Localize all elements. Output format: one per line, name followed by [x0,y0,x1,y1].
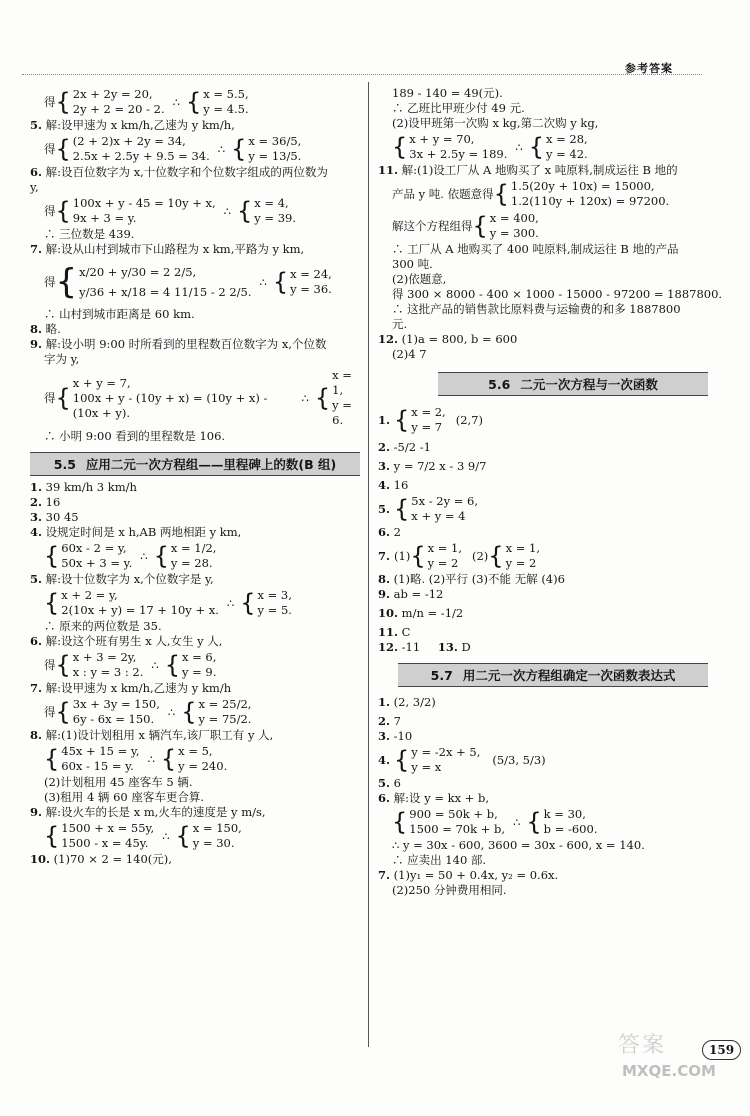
equation: x = 1, [505,541,540,555]
t2-line: 2. 7 [378,714,401,728]
solution: y = 4.5. [203,102,249,116]
right-column [378,86,723,898]
t5-line: 5. 6 [378,776,401,790]
q8-line: 8. 略. [30,322,61,336]
solution: x = 1/2, [170,541,217,555]
q12-line: 12. (1)a = 800, b = 600 [378,332,518,346]
t1-line: 1. (2, 3/2) [378,695,436,709]
equation: 3x + 2.5y = 189. [409,147,508,161]
equation: y = 2 [427,556,459,570]
q11-solution: 解这个方程组得 { x = 400, y = 300. [392,211,539,240]
solution: x = 1, [332,368,352,397]
equation: 3x + 3y = 150, [72,697,160,711]
t7-line: 7. (1)y₁ = 50 + 0.4x, y₂ = 0.6x. [378,868,559,882]
q5-line: 5. 解:设甲速为 x km/h,乙速为 y km/h, [30,118,235,132]
b6-line: 6. 解:设这个班有男生 x 人,女生 y 人, [30,634,223,648]
system-l1: 得 { 2x + 2y = 20, 2y + 2 = 20 - 2. ∴ { x = 5.5, y = 4.5. [44,87,249,116]
t6-line: 6. 解:设 y = kx + b, [378,791,490,805]
s11-line: 11. C [378,625,411,639]
s3-line: 3. y = 7/2 x - 3 9/7 [378,459,487,473]
prefix: 得 [44,94,56,109]
equation: 2(10x + y) = 17 + 10y + x. [61,603,219,617]
equation: 9x + 3 = y. [72,211,137,225]
equation: 45x + 15 = y, [61,744,140,758]
solution: y = 300. [489,226,539,240]
equation: 50x + 3 = y. [61,556,133,570]
solution: y = 30. [192,836,235,850]
solution: x = 36/5, [248,134,302,148]
s2-line: 2. -5/2 -1 [378,440,431,454]
equation: y/36 + x/18 = 4 11/15 - 2 2/5. [79,285,252,299]
equation: 2y + 2 = 20 - 2. [72,102,165,116]
b8-system: { 45x + 15 = y, 60x - 15 = y. ∴ { x = 5, y = 240. [44,744,228,773]
equation: 5x - 2y = 6, [411,494,479,508]
b4-system: { 60x - 2 = y, 50x + 3 = y. ∴ { x = 1/2, y = 28. [44,541,217,570]
s10-line: 10. m/n = -1/2 [378,606,464,620]
t6-conclusion: ∴ y = 30x - 600, 3600 = 30x - 600, x = 140. [392,838,645,852]
solution: x = 25/2, [198,697,252,711]
s4-line: 4. 16 [378,478,409,492]
equation: 900 = 50k + b, [409,807,498,821]
q9-line: 9. 解:设小明 9:00 时所看到的里程数百位数字为 x,个位数 [30,337,327,351]
q11-calc: 得 300 × 8000 - 400 × 1000 - 15000 - 97200 = 1887800. [392,287,723,301]
t7-line2: (2)250 分钟费用相同. [392,883,507,897]
section-header-5-5: 5.5 应用二元一次方程组——里程碑上的数(B 组) [30,452,360,476]
solution: y = 240. [178,759,228,773]
solution: y = 36. [290,282,332,296]
q6-system: 得 { 100x + y - 45 = 10y + x, 9x + 3 = y. ∴ { x = 4, y = 39. [44,196,296,225]
q11-conclusion: ∴ 工厂从 A 地购买了 400 吨原料,制成运往 B 地的产品 [392,242,679,256]
solution: x = 28, [545,132,588,146]
t6-conclusion2: ∴ 应卖出 140 部. [392,853,487,867]
solution: x = 150, [192,821,242,835]
equation: y = 2 [505,556,537,570]
page-number: 159 [702,1040,741,1060]
equation: x = 2, [411,405,446,419]
r4-system: { x + y = 70, 3x + 2.5y = 189. ∴ { x = 28, y = 42. [392,132,588,161]
b5-line: 5. 解:设十位数字为 x,个位数字是 y, [30,572,214,586]
solution: x = 3, [257,588,292,602]
s8-line: 8. (1)略. (2)平行 (3)不能 无解 (4)6 [378,572,565,586]
q11-result2: 元. [392,317,408,331]
solution: x = 400, [489,211,539,225]
s1-line: 1. { x = 2, y = 7 (2,7) [378,405,483,434]
equation: x + y = 7, [72,375,131,390]
q11-system: 产品 y 吨. 依题意得 { 1.5(20y + 10x) = 15000, 1.2(110y + 120x) = 97200. [392,179,670,208]
equation: 60x - 2 = y, [61,541,127,555]
s6-line: 6. 2 [378,525,401,539]
section-header-5-6: 5.6 二元一次方程与一次函数 [438,372,708,396]
q9-line2: 字为 y, [44,352,80,366]
equation: y = 7 [411,420,443,434]
r2-line: ∴ 乙班比甲班少付 49 元. [392,101,525,115]
q6-conclusion: ∴ 三位数是 439. [44,227,135,241]
t3-line: 3. -10 [378,729,413,743]
equation: 2x + 2y = 20, [72,87,153,101]
solution: y = 28. [170,556,213,570]
solution: x = 5, [178,744,213,758]
equation: x + 2 = y, [61,588,118,602]
q6-line2: y, [30,180,39,194]
b8-line: 8. 解:(1)设计划租用 x 辆汽车,该厂职工有 y 人, [30,728,274,742]
b7-system: 得 { 3x + 3y = 150, 6y - 6x = 150. ∴ { x = 25/2, y = 75/2. [44,697,252,726]
q11-result: ∴ 这批产品的销售款比原料费与运输费的和多 1887800 [392,302,681,316]
solution: y = 42. [545,147,588,161]
t4-line: 4. { y = -2x + 5, y = x (5/3, 5/3) [378,745,546,774]
equation: x/20 + y/30 = 2 2/5, [79,265,197,279]
q9-system: 得 { x + y = 7, 100x + y - (10y + x) = (10y + x) - (10x + y). ∴ { x = 1, y = 6. [30,367,360,429]
equation: 1.5(20y + 10x) = 15000, [510,179,655,193]
solution: k = 30, [543,807,586,821]
q9-conclusion: ∴ 小明 9:00 看到的里程数是 106. [44,429,226,443]
equation: y = -2x + 5, [411,745,481,759]
b8-part3: (3)租用 4 辆 60 座客车更合算. [44,790,205,804]
solution: x = 6, [181,650,217,664]
equation: x : y = 3 : 2. [72,665,144,679]
b10-line: 10. (1)70 × 2 = 140(元), [30,852,172,866]
s7-line: 7. (1) { x = 1, y = 2 (2) { x = 1, y = 2 [378,541,540,570]
q7-conclusion: ∴ 山村到城市距离是 60 km. [44,307,195,321]
solution: y = 75/2. [198,712,252,726]
equation: x + 3 = 2y, [72,650,137,664]
solution: b = -600. [543,822,598,836]
equation: 6y - 6x = 150. [72,712,155,726]
q7-system: 得 { x/20 + y/30 = 2 2/5, y/36 + x/18 = 4 11/15 - 2 2/5. ∴ { x = 24, y = 36. [44,262,332,302]
solution: y = 5. [257,603,292,617]
equation: 1500 + x = 55y, [61,821,155,835]
t6-system: { 900 = 50k + b, 1500 = 70k + b, ∴ { k = 30, b = -600. [392,807,598,836]
b5-system: { x + 2 = y, 2(10x + y) = 17 + 10y + x. ∴ { x = 3, y = 5. [44,588,292,617]
equation: 60x - 15 = y. [61,759,134,773]
solution: y = 13/5. [248,149,302,163]
solution: y = 9. [181,665,217,679]
b6-system: 得 { x + 3 = 2y, x : y = 3 : 2. ∴ { x = 6, y = 9. [44,650,217,679]
q7-line: 7. 解:设从山村到城市下山路程为 x km,平路为 y km, [30,242,305,256]
q12-line2: (2)4 7 [392,347,427,361]
solution: x = 4, [254,196,289,210]
page-header-title: 参考答案 [625,62,673,75]
b8-part2: (2)计划租用 45 座客车 5 辆. [44,775,193,789]
equation: 100x + y - (10y + x) = (10y + x) - (10x + y). [72,390,268,420]
s5-line: 5. { 5x - 2y = 6, x + y = 4 [378,494,479,523]
q11-part2: (2)依题意, [392,272,447,286]
b3-line: 3. 30 45 [30,510,79,524]
left-column [30,86,360,867]
solution: y = 39. [254,211,296,225]
b2-line: 2. 16 [30,495,61,509]
equation: (2 + 2)x + 2y = 34, [72,134,186,148]
equation: x + y = 4 [411,509,466,523]
solution: x = 5.5, [203,87,249,101]
b9-line: 9. 解:设火车的长是 x m,火车的速度是 y m/s, [30,805,266,819]
column-divider [368,82,369,1047]
equation: x = 1, [427,541,462,555]
watermark-logo: 答案 [618,1033,667,1058]
b7-line: 7. 解:设甲速为 x km/h,乙速为 y km/h [30,681,232,695]
q5-system: 得 { (2 + 2)x + 2y = 34, 2.5x + 2.5y + 9.5 = 34. ∴ { x = 36/5, y = 13/5. [44,134,302,163]
b5-conclusion: ∴ 原来的两位数是 35. [44,619,162,633]
equation: 2.5x + 2.5y + 9.5 = 34. [72,149,210,163]
b1-line: 1. 39 km/h 3 km/h [30,480,137,494]
s12-line: 12. -11 13. D [378,640,471,654]
solution: y = 6. [332,398,352,427]
equation: 100x + y - 45 = 10y + x, [72,196,216,210]
q11-conclusion2: 300 吨. [392,257,433,271]
watermark-text: MXQE.COM [622,1062,716,1080]
q6-line: 6. 解:设百位数字为 x,十位数字和个位数字组成的两位数为 [30,165,328,179]
solution: x = 24, [290,267,332,281]
r3-line: (2)设甲班第一次购 x kg,第二次购 y kg, [392,116,599,130]
equation: 1.2(110y + 120x) = 97200. [510,194,670,208]
r1-line: 189 - 140 = 49(元). [392,86,503,100]
b9-system: { 1500 + x = 55y, 1500 - x = 45y. ∴ { x = 150, y = 30. [44,821,242,850]
b4-line: 4. 设规定时间是 x h,AB 两地相距 y km, [30,525,242,539]
s9-line: 9. ab = -12 [378,587,444,601]
equation: y = x [411,760,442,774]
equation: 1500 - x = 45y. [61,836,149,850]
header-rule [22,74,702,75]
equation: x + y = 70, [409,132,475,146]
equation: 1500 = 70k + b, [409,822,506,836]
q11-line: 11. 解:(1)设工厂从 A 地购买了 x 吨原料,制成运往 B 地的 [378,163,678,177]
section-header-5-7: 5.7 用二元一次方程组确定一次函数表达式 [398,663,708,687]
